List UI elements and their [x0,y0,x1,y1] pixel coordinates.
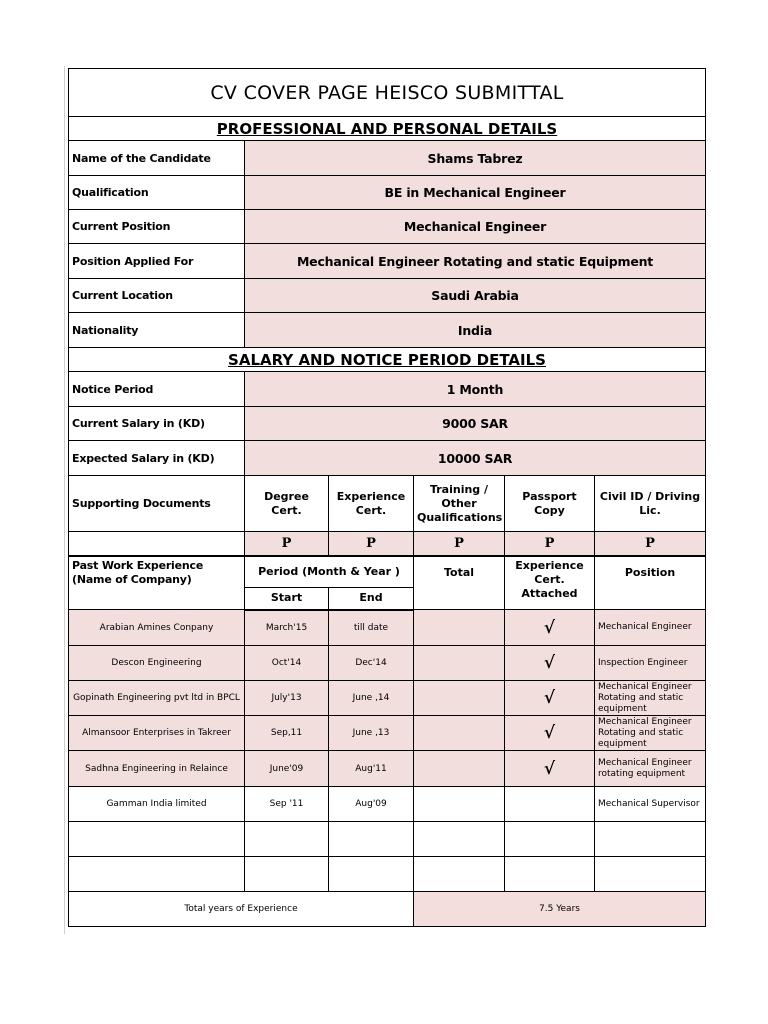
experience-company: Gamman India limited [69,787,245,822]
section-salary-title [69,348,706,372]
experience-total [414,646,505,681]
personal-value: Mechanical Engineer Rotating and static Equipment [245,244,706,279]
total-experience-row [69,892,706,927]
personal-row [69,313,706,348]
experience-total [414,681,505,716]
section-salary-text: SALARY AND NOTICE PERIOD DETAILS [228,350,546,369]
empty-cell [595,822,706,857]
experience-attached-check: √ [505,751,595,787]
experience-start: June'09 [245,751,329,787]
experience-end: June ,13 [329,716,414,751]
experience-end: June ,14 [329,681,414,716]
personal-row [69,210,706,244]
experience-total [414,610,505,646]
experience-position: Mechanical Engineer Rotating and static equipment [595,716,706,751]
section-personal-title [69,117,706,141]
sheet-gridline [64,66,65,934]
page-title: CV COVER PAGE HEISCO SUBMITTAL [69,69,706,117]
doc-mark-passport: P [505,532,595,556]
salary-value: 1 Month [245,372,706,407]
experience-position-header: Position [595,556,706,610]
salary-row [69,407,706,441]
experience-attached-check [505,787,595,822]
empty-cell [329,822,414,857]
experience-total [414,751,505,787]
experience-position: Mechanical Engineer Rotating and static equipment [595,681,706,716]
experience-start: July'13 [245,681,329,716]
experience-position: Mechanical Engineer [595,610,706,646]
salary-label: Expected Salary in (KD) [69,441,245,476]
experience-position: Inspection Engineer [595,646,706,681]
experience-company: Arabian Amines Conpany [69,610,245,646]
documents-marks-blank [69,532,245,556]
experience-total [414,787,505,822]
experience-empty-row [69,857,706,892]
salary-row [69,441,706,476]
experience-empty-row [69,822,706,857]
experience-attached-check: √ [505,610,595,646]
experience-header-row [69,556,706,588]
experience-end: Aug'11 [329,751,414,787]
doc-header-experience: Experience Cert. [329,476,414,532]
experience-attached-header: Experience Cert. Attached [505,556,595,610]
experience-total [414,716,505,751]
experience-start: Oct'14 [245,646,329,681]
personal-label: Name of the Candidate [69,141,245,176]
personal-label: Position Applied For [69,244,245,279]
experience-row [69,681,706,716]
empty-cell [414,822,505,857]
empty-cell [245,822,329,857]
empty-cell [69,822,245,857]
experience-company: Sadhna Engineering in Relaince [69,751,245,787]
personal-value: Shams Tabrez [245,141,706,176]
empty-cell [329,857,414,892]
empty-cell [69,857,245,892]
experience-start: March'15 [245,610,329,646]
total-experience-value: 7.5 Years [414,892,706,927]
personal-value: Mechanical Engineer [245,210,706,244]
experience-position: Mechanical Engineer rotating equipment [595,751,706,787]
experience-period-header: Period (Month & Year ) [245,556,414,588]
experience-row [69,787,706,822]
experience-end-header: End [329,588,414,610]
doc-header-passport: Passport Copy [505,476,595,532]
personal-row [69,244,706,279]
documents-marks-row [69,532,706,556]
experience-row [69,751,706,787]
experience-attached-check: √ [505,646,595,681]
salary-label: Notice Period [69,372,245,407]
personal-value: BE in Mechanical Engineer [245,176,706,210]
personal-row [69,141,706,176]
salary-row [69,372,706,407]
experience-company: Almansoor Enterprises in Takreer [69,716,245,751]
experience-end: Aug'09 [329,787,414,822]
experience-end: till date [329,610,414,646]
documents-header-row [69,476,706,532]
cv-table [68,68,706,927]
doc-header-civil-id: Civil ID / Driving Lic. [595,476,706,532]
personal-label: Current Location [69,279,245,313]
experience-company-header: Past Work Experience (Name of Company) [69,556,245,610]
salary-value: 9000 SAR [245,407,706,441]
experience-attached-check: √ [505,681,595,716]
documents-label: Supporting Documents [69,476,245,532]
experience-start: Sep '11 [245,787,329,822]
personal-row [69,176,706,210]
cv-cover-sheet [68,68,705,932]
personal-value: Saudi Arabia [245,279,706,313]
experience-end: Dec'14 [329,646,414,681]
doc-mark-civil-id: P [595,532,706,556]
experience-start-header: Start [245,588,329,610]
experience-row [69,716,706,751]
experience-row [69,610,706,646]
experience-company: Descon Engineering [69,646,245,681]
personal-label: Current Position [69,210,245,244]
experience-start: Sep,11 [245,716,329,751]
experience-position: Mechanical Supervisor [595,787,706,822]
empty-cell [414,857,505,892]
empty-cell [595,857,706,892]
personal-label: Qualification [69,176,245,210]
experience-company: Gopinath Engineering pvt ltd in BPCL [69,681,245,716]
doc-header-training: Training / Other Qualifications [414,476,505,532]
empty-cell [505,857,595,892]
doc-mark-degree: P [245,532,329,556]
experience-total-header: Total [414,556,505,610]
empty-cell [245,857,329,892]
personal-label: Nationality [69,313,245,348]
personal-value: India [245,313,706,348]
doc-header-degree: Degree Cert. [245,476,329,532]
experience-attached-check: √ [505,716,595,751]
section-personal-text: PROFESSIONAL AND PERSONAL DETAILS [216,119,558,138]
doc-mark-experience: P [329,532,414,556]
salary-label: Current Salary in (KD) [69,407,245,441]
total-experience-label: Total years of Experience [69,892,414,927]
salary-value: 10000 SAR [245,441,706,476]
personal-row [69,279,706,313]
doc-mark-training: P [414,532,505,556]
experience-row [69,646,706,681]
empty-cell [505,822,595,857]
